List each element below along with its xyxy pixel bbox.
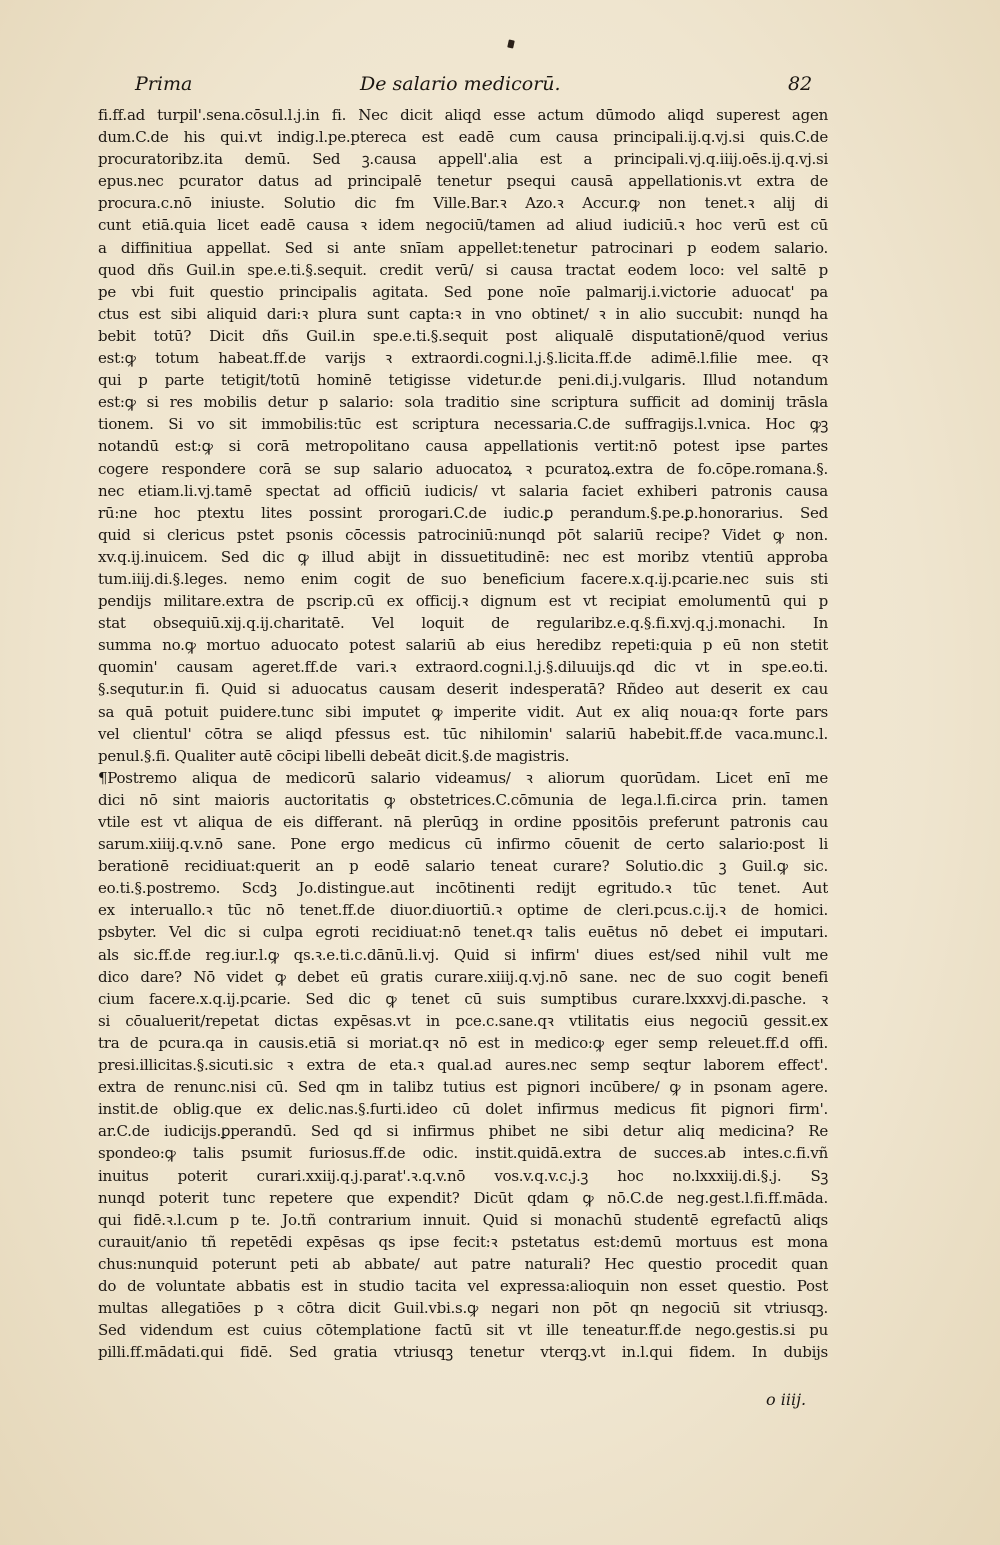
text-line: nunqd poterit tunc repetere que expendit? Dicūt qdam ꝙ nō.C.de neg.gest.l.fi.ff.māda.	[98, 1188, 828, 1207]
header-center-title: De salario medicorū.	[360, 73, 561, 95]
text-line: stat obsequiū.xij.q.ij.charitatē. Vel loquit de regularibz.e.q.§.fi.xvj.q.j.monachi. In	[98, 614, 828, 633]
text-line: rū:ne hoc ptextu lites possint prorogari.C.de iudic.ꝑ perandum.§.pe.ꝑ.honorarius. Sed	[98, 503, 828, 522]
running-header	[0, 64, 1000, 104]
text-line: instit.de oblig.que ex delic.nas.§.furti.ideo cū dolet infirmus medicus fit pignori firm'.	[98, 1100, 828, 1119]
text-line: ctus est sibi aliquid dari:ꝛ plura sunt capta:ꝛ in vno obtinet/ ꝛ in alio succubit: nunqd ha	[98, 304, 828, 323]
text-line: psbyter. Vel dic si culpa egroti recidiuat:nō tenet.qꝛ talis euētus nō debet ei imputari.	[98, 923, 828, 942]
body-text	[98, 104, 828, 1363]
text-line: dico dare? Nō videt ꝙ debet eū gratis curare.xiiij.q.vj.nō sane. nec de suo cogit benefi	[98, 967, 828, 986]
text-line: vtile est vt aliqua de eis differant. nā plerūqꝫ in ordine pꝑositōis preferunt patronis cau	[98, 813, 828, 831]
text-line: sarum.xiiij.q.v.nō sane. Pone ergo medicus cū infirmo cōuenit de certo salario:post li	[98, 835, 828, 854]
text-line: inuitus poterit curari.xxiij.q.j.parat'.ꝛ.q.v.nō vos.v.q.v.c.j.ꝫ hoc no.lxxxiij.di.§.j. Sꝫ	[98, 1166, 828, 1185]
text-line: cogere respondere corā se sup salario aduocatoꝝ ꝛ pcuratoꝝ.extra de fo.cōpe.romana.§.	[98, 459, 828, 478]
text-line: quomin' causam ageret.ff.de vari.ꝛ extraord.cogni.l.j.§.diluuijs.qd dic vt in spe.eo.ti.	[98, 658, 828, 677]
ink-mark	[507, 39, 515, 48]
text-line: summa no.ꝙ mortuo aduocato potest salariū ab eius heredibz repeti:quia p eū non stetit	[98, 636, 828, 655]
text-line: vel clientul' cōtra se aliqd pfessus est. tūc nihilomin' salariū habebit.ff.de vaca.munc.l.	[98, 724, 828, 743]
text-line: tum.iiij.di.§.leges. nemo enim cogit de suo beneficium facere.x.q.ij.pcarie.nec suis sti	[98, 569, 828, 588]
text-line: cunt etiā.quia licet eadē causa ꝛ idem negociū/tamen ad aliud iudiciū.ꝛ hoc verū est cū	[98, 216, 828, 235]
text-line: notandū est:ꝙ si corā metropolitano causa appellationis vertit:nō potest ipse partes	[98, 437, 828, 456]
text-line: extra de renunc.nisi cū. Sed qm in talibz tutius est pignori incūbere/ ꝙ in psonam agere.	[98, 1078, 828, 1097]
signature-mark: o iiij.	[766, 1390, 807, 1409]
text-line: chus:nunquid poterunt peti ab abbate/ aut patre naturali? Hec questio procedit quan	[98, 1254, 828, 1273]
text-line: si cōualuerit/repetat dictas expēsas.vt in pce.c.sane.qꝛ vtilitatis eius negociū gessit.ex	[98, 1011, 828, 1030]
text-line: ¶Postremo aliqua de medicorū salario videamus/ ꝛ aliorum quorūdam. Licet enī me	[98, 768, 828, 787]
text-line: xv.q.ij.inuicem. Sed dic ꝙ illud abijt in dissuetitudinē: nec est moribz vtentiū approba	[98, 547, 828, 566]
text-line: est:ꝙ si res mobilis detur p salario: sola traditio sine scriptura sufficit ad dominij trāsla	[98, 393, 828, 412]
text-line: nec etiam.li.vj.tamē spectat ad officiū iudicis/ vt salaria faciet exhiberi patronis causa	[98, 481, 828, 500]
text-line: procura.c.nō iniuste. Solutio dic fm Ville.Bar.ꝛ Azo.ꝛ Accur.ꝙ non tenet.ꝛ alij di	[98, 194, 828, 213]
text-line: multas allegatiōes p ꝛ cōtra dicit Guil.vbi.s.ꝙ negari non pōt qn negociū sit vtriusqꝫ.	[98, 1299, 828, 1318]
text-line: quod dñs Guil.in spe.e.ti.§.sequit. credit verū/ si causa tractat eodem loco: vel saltē p	[98, 260, 828, 279]
text-line: bebit totū? Dicit dñs Guil.in spe.e.ti.§.sequit post aliqualē disputationē/quod verius	[98, 326, 828, 345]
text-line: pendijs militare.extra de pscrip.cū ex officij.ꝛ dignum est vt recipiat emolumentū qui p	[98, 592, 828, 611]
text-line: pe vbi fuit questio principalis agitata. Sed pone noīe palmarij.i.victorie aduocat' pa	[98, 282, 828, 301]
text-line: qui p parte tetigit/totū hominē tetigisse videtur.de peni.di.j.vulgaris. Illud notandum	[98, 371, 828, 390]
text-line: pilli.ff.mādati.qui fidē. Sed gratia vtriusqꝫ tenetur vterqꝫ.vt in.l.qui fidem. In dubijs	[98, 1343, 828, 1362]
text-line: do de voluntate abbatis est in studio tacita vel expressa:alioquin non esset questio. Post	[98, 1276, 828, 1295]
header-left-title: Prima	[135, 73, 193, 95]
text-line: spondeo:ꝙ talis psumit furiosus.ff.de odic. instit.quidā.extra de succes.ab intes.c.fi.vñ	[98, 1144, 828, 1163]
text-line: dum.C.de his qui.vt indig.l.pe.ptereca est eadē cum causa principali.ij.q.vj.si quis.C.de	[98, 128, 828, 147]
text-line: curauit/anio tñ repetēdi expēsas qs ipse fecit:ꝛ pstetatus est:demū mortuus est mona	[98, 1232, 828, 1251]
text-line: ex interuallo.ꝛ tūc nō tenet.ff.de diuor.diuortiū.ꝛ optime de cleri.pcus.c.ij.ꝛ de homici.	[98, 901, 828, 920]
text-line: presi.illicitas.§.sicuti.sic ꝛ extra de eta.ꝛ qual.ad aures.nec semp seqtur laborem effect'.	[98, 1056, 828, 1075]
text-line: a diffinitiua appellat. Sed si ante snīam appellet:tenetur patrocinari p eodem salario.	[98, 238, 828, 257]
text-line: penul.§.fi. Qualiter autē cōcipi libelli debeāt dicit.§.de magistris.	[98, 746, 570, 765]
text-line: berationē recidiuat:querit an p eodē salario teneat curare? Solutio.dic ꝫ Guil.ꝙ sic.	[98, 857, 828, 876]
text-line: procuratoribz.ita demū. Sed ꝫ.causa appell'.alia est a principali.vj.q.iiij.oēs.ij.q.vj.si	[98, 150, 828, 169]
text-line: quid si clericus pstet psonis cōcessis patrociniū:nunqd pōt salariū recipe? Videt ꝙ non.	[98, 525, 828, 544]
text-line: als sic.ff.de reg.iur.l.ꝙ qs.ꝛ.e.ti.c.dānū.li.vj. Quid si infirm' diues est/sed nihil vult me	[98, 945, 828, 964]
text-line: §.sequtur.in fi. Quid si aduocatus causam deserit indesperatā? Rñdeo aut deserit ex cau	[98, 680, 828, 699]
text-line: tra de pcura.qa in causis.etiā si moriat.qꝛ nō est in medico:ꝙ eger semp releuet.ff.d offi.	[98, 1033, 828, 1052]
text-line: dici nō sint maioris auctoritatis ꝙ obstetrices.C.cōmunia de lega.l.fi.circa prin. tamen	[98, 790, 828, 809]
page-number: 82	[788, 73, 813, 95]
text-line: est:ꝙ totum habeat.ff.de varijs ꝛ extraordi.cogni.l.j.§.licita.ff.de adimē.l.filie mee. qꝛ	[98, 349, 828, 368]
text-line: Sed videndum est cuius cōtemplatione factū sit vt ille teneatur.ff.de nego.gestis.si pu	[98, 1321, 828, 1340]
text-line: fi.ff.ad turpil'.sena.cōsul.l.j.in fi. Nec dicit aliqd esse actum dūmodo aliqd superest agen	[98, 106, 828, 124]
text-line: epus.nec pcurator datus ad principalē tenetur psequi causā appellationis.vt extra de	[98, 172, 828, 191]
text-line: sa quā potuit puidere.tunc sibi imputet ꝙ imperite vidit. Aut ex aliq noua:qꝛ forte pars	[98, 702, 828, 721]
text-line: tionem. Si vo sit immobilis:tūc est scriptura necessaria.C.de suffragijs.l.vnica. Hoc ꝙꝫ	[98, 415, 828, 434]
text-line: qui fidē.ꝛ.l.cum p te. Jo.tñ contrarium innuit. Quid si monachū studentē egrefactū aliqs	[98, 1210, 828, 1229]
text-line: eo.ti.§.postremo. Scdꝫ Jo.distingue.aut incōtinenti redijt egritudo.ꝛ tūc tenet. Aut	[98, 879, 828, 898]
text-line: cium facere.x.q.ij.pcarie. Sed dic ꝙ tenet cū suis sumptibus curare.lxxxvj.di.pasche. ꝛ	[98, 989, 828, 1008]
text-line: ar.C.de iudicijs.ꝑperandū. Sed qd si infirmus phibet ne sibi detur aliq medicina? Re	[98, 1122, 828, 1141]
